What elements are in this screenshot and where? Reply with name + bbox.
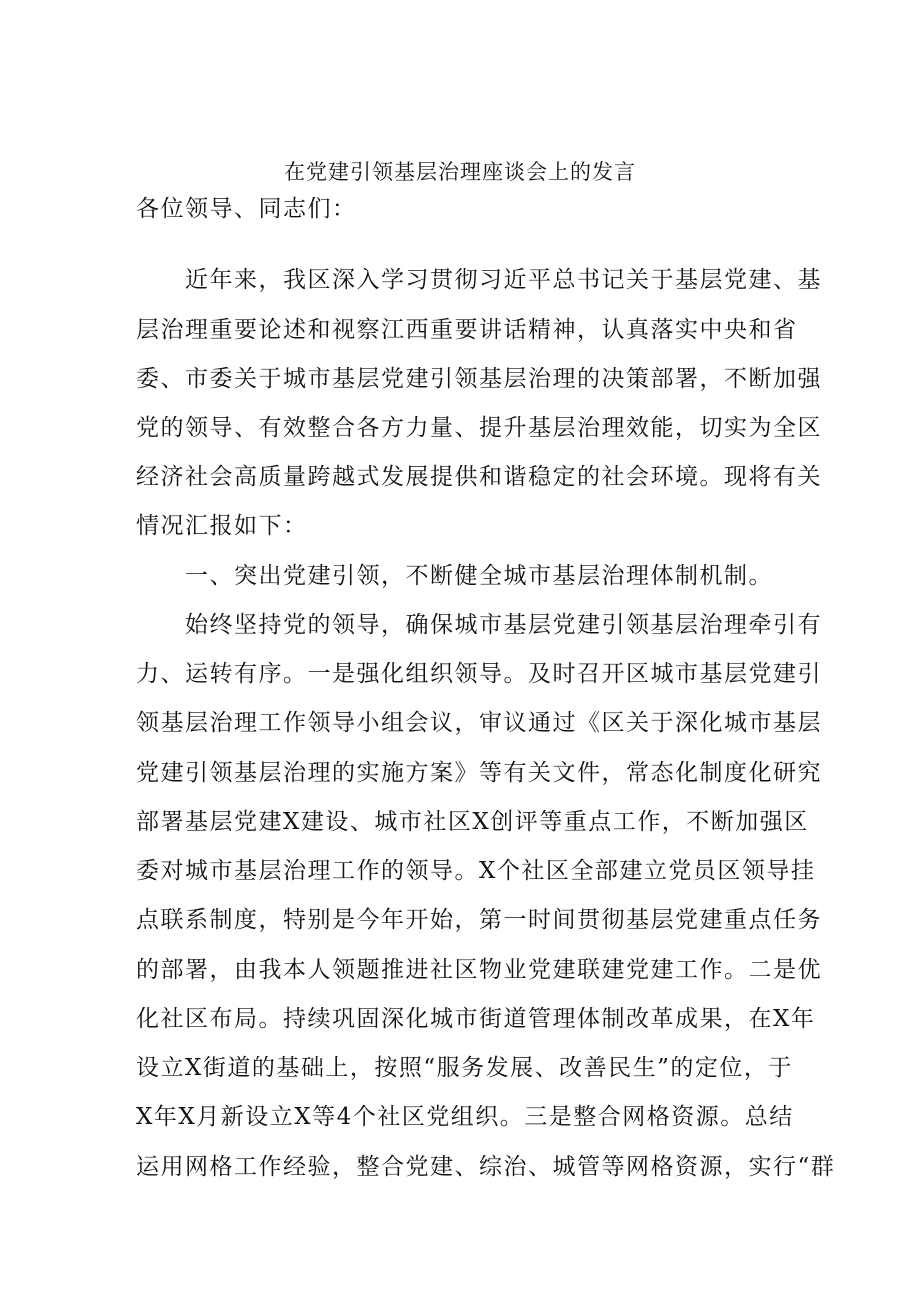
- paragraph-line: 化社区布局。持续巩固深化城市街道管理体制改革成果，在X年: [136, 1006, 816, 1032]
- paragraph-line: 委、市委关于城市基层党建引领基层治理的决策部署，不断加强: [136, 366, 822, 392]
- paragraph-line: 党建引领基层治理的实施方案》等有关文件，常态化制度化研究: [136, 760, 822, 786]
- paragraph-line: 层治理重要论述和视察江西重要讲话精神，认真落实中央和省: [136, 317, 798, 343]
- paragraph-line: 运用网格工作经验，整合党建、综治、城管等网格资源，实行“群: [136, 1154, 836, 1180]
- paragraph-line: 部署基层党建X建设、城市社区X创评等重点工作，不断加强区: [136, 809, 809, 835]
- paragraph-line: 点联系制度，特别是今年开始，第一时间贯彻基层党建重点任务: [136, 907, 822, 933]
- paragraph-line: 的部署，由我本人领题推进社区物业党建联建党建工作。二是优: [136, 957, 822, 983]
- salutation: 各位领导、同志们：: [136, 196, 357, 222]
- paragraph-line: 力、运转有序。一是强化组织领导。及时召开区城市基层党建引: [136, 661, 822, 687]
- document-title: 在党建引领基层治理座谈会上的发言: [284, 160, 636, 184]
- paragraph-line: 情况汇报如下：: [136, 513, 308, 539]
- paragraph-line: 委对城市基层治理工作的领导。X个社区全部建立党员区领导挂: [136, 858, 816, 884]
- section-heading: 一、突出党建引领，不断健全城市基层治理体制机制。: [185, 563, 773, 589]
- paragraph-line: 党的领导、有效整合各方力量、提升基层治理效能，切实为全区: [136, 415, 822, 441]
- paragraph-line: 近年来，我区深入学习贯彻习近平总书记关于基层党建、基: [185, 267, 822, 293]
- paragraph-line: 始终坚持党的领导，确保城市基层党建引领基层治理牵引有: [185, 612, 822, 638]
- paragraph-line: X年X月新设立X等4个社区党组织。三是整合网格资源。总结: [136, 1104, 794, 1130]
- paragraph-line: 设立X街道的基础上，按照“服务发展、改善民生”的定位，于: [136, 1055, 793, 1081]
- paragraph-line: 领基层治理工作领导小组会议，审议通过《区关于深化城市基层: [136, 710, 822, 736]
- paragraph-line: 经济社会高质量跨越式发展提供和谐稳定的社会环境。现将有关: [136, 464, 822, 490]
